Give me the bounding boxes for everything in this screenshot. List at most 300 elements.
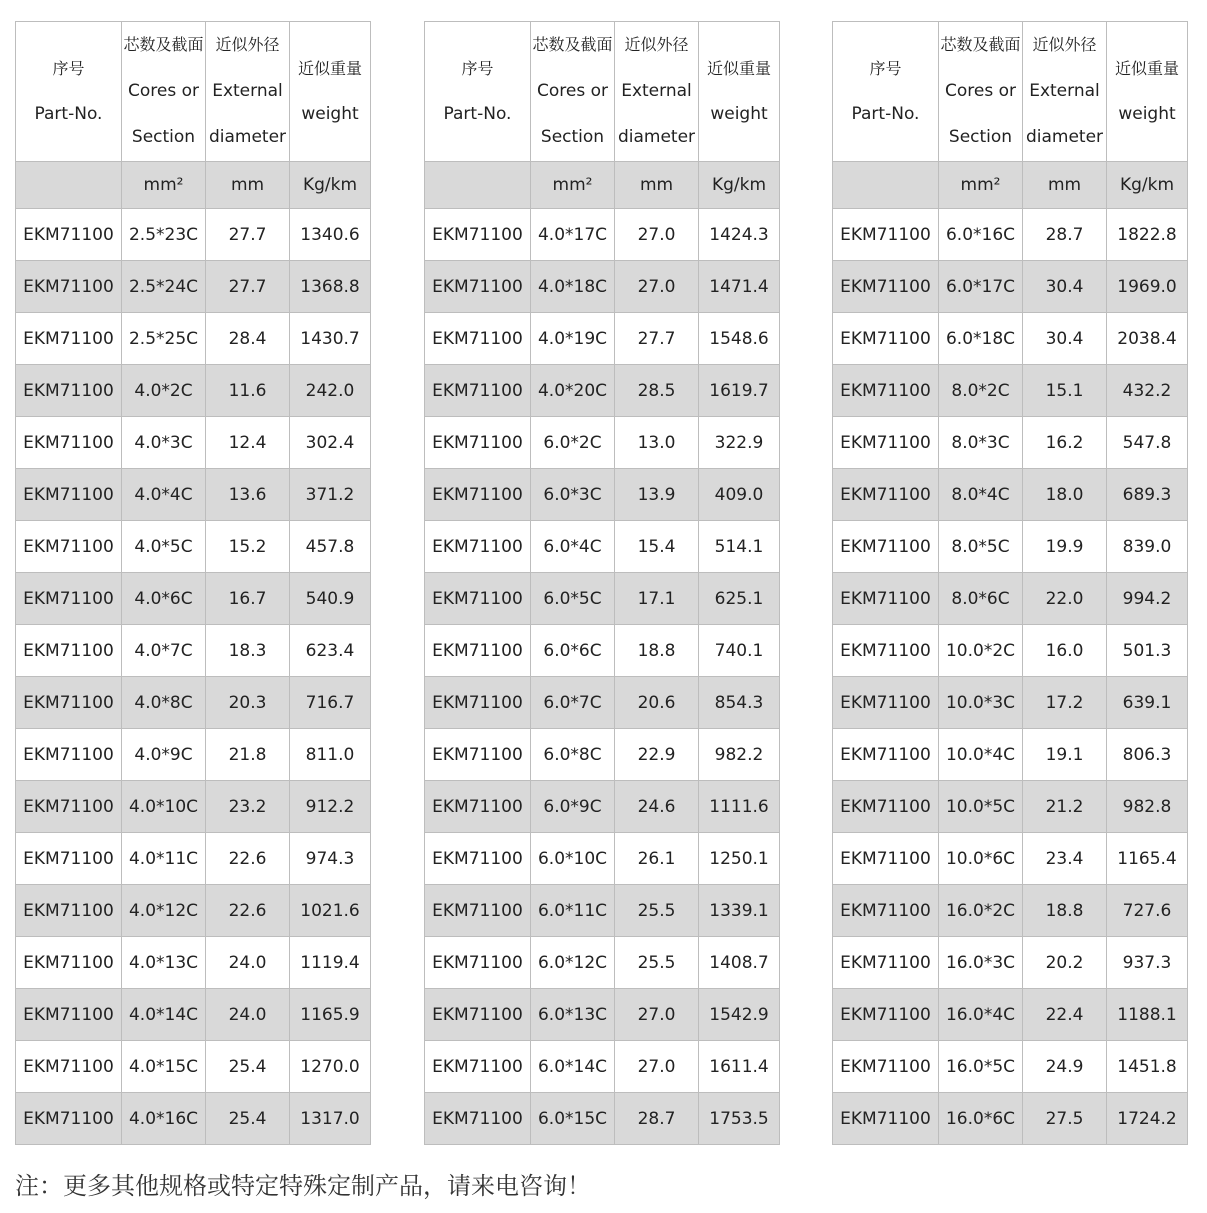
cell-diameter: 30.4 (1023, 313, 1107, 365)
header-part-no-cn: 序号 (52, 58, 85, 78)
cell-weight: 1724.2 (1107, 1093, 1188, 1145)
cell-cores-section: 10.0*3C (939, 677, 1023, 729)
cell-part-no: EKM71100 (425, 469, 531, 521)
table-row (425, 625, 780, 677)
table-row (833, 365, 1188, 417)
table-row (16, 833, 371, 885)
cell-diameter: 30.4 (1023, 261, 1107, 313)
cell-weight: 547.8 (1107, 417, 1188, 469)
header-part-no (425, 22, 531, 162)
cell-part-no: EKM71100 (16, 625, 122, 677)
cell-diameter: 22.9 (615, 729, 699, 781)
cell-part-no: EKM71100 (425, 625, 531, 677)
cell-cores-section: 4.0*10C (122, 781, 206, 833)
cell-cores-section: 6.0*2C (531, 417, 615, 469)
cell-part-no: EKM71100 (425, 781, 531, 833)
cell-part-no: EKM71100 (425, 573, 531, 625)
cell-cores-section: 6.0*18C (939, 313, 1023, 365)
cell-diameter: 28.4 (206, 313, 290, 365)
table-row (833, 313, 1188, 365)
cell-cores-section: 6.0*9C (531, 781, 615, 833)
cell-weight: 982.2 (699, 729, 780, 781)
cell-diameter: 27.0 (615, 261, 699, 313)
cell-part-no: EKM71100 (833, 729, 939, 781)
cell-part-no: EKM71100 (16, 209, 122, 261)
cell-cores-section: 2.5*23C (122, 209, 206, 261)
table-row (425, 729, 780, 781)
table-row (833, 469, 1188, 521)
cell-cores-section: 6.0*15C (531, 1093, 615, 1145)
cell-weight: 1822.8 (1107, 209, 1188, 261)
cell-weight: 854.3 (699, 677, 780, 729)
cell-diameter: 27.5 (1023, 1093, 1107, 1145)
header-weight-cn: 近似重量 (706, 58, 771, 78)
cell-diameter: 23.4 (1023, 833, 1107, 885)
cell-diameter: 24.6 (615, 781, 699, 833)
table-row (425, 469, 780, 521)
table-row (425, 573, 780, 625)
cell-weight: 1611.4 (699, 1041, 780, 1093)
cell-weight: 1969.0 (1107, 261, 1188, 313)
cell-cores-section: 4.0*12C (122, 885, 206, 937)
header-external-diameter-en-2: diameter (617, 127, 696, 148)
cell-diameter: 19.1 (1023, 729, 1107, 781)
header-weight-en: weight (301, 104, 359, 124)
cell-part-no: EKM71100 (425, 833, 531, 885)
table-row (833, 937, 1188, 989)
cell-cores-section: 16.0*3C (939, 937, 1023, 989)
cell-part-no: EKM71100 (16, 1093, 122, 1145)
cell-cores-section: 6.0*13C (531, 989, 615, 1041)
cell-weight: 409.0 (699, 469, 780, 521)
cell-part-no: EKM71100 (425, 729, 531, 781)
cell-diameter: 27.7 (206, 209, 290, 261)
cell-weight: 625.1 (699, 573, 780, 625)
cell-weight: 937.3 (1107, 937, 1188, 989)
cell-part-no: EKM71100 (16, 989, 122, 1041)
cell-cores-section: 16.0*4C (939, 989, 1023, 1041)
header-part-no (16, 22, 122, 162)
table-row (16, 313, 371, 365)
cell-diameter: 18.3 (206, 625, 290, 677)
header-part-no-cn: 序号 (461, 58, 494, 78)
unit-col3: mm (206, 162, 290, 209)
cell-part-no: EKM71100 (833, 417, 939, 469)
header-cores-section-en-1: Cores or (537, 80, 608, 101)
cell-cores-section: 6.0*10C (531, 833, 615, 885)
table-row (425, 885, 780, 937)
cell-weight: 1542.9 (699, 989, 780, 1041)
cell-part-no: EKM71100 (16, 677, 122, 729)
cell-part-no: EKM71100 (16, 365, 122, 417)
cell-weight: 1339.1 (699, 885, 780, 937)
header-row (425, 22, 780, 162)
cell-diameter: 22.6 (206, 885, 290, 937)
table-row (16, 417, 371, 469)
table-row (16, 573, 371, 625)
header-external-diameter-cn: 近似外径 (215, 35, 280, 55)
header-external-diameter-en-1: External (1029, 80, 1100, 101)
cell-part-no: EKM71100 (425, 677, 531, 729)
cell-weight: 501.3 (1107, 625, 1188, 677)
header-part-no (833, 22, 939, 162)
table-row (425, 365, 780, 417)
header-cores-section-cn: 芯数及截面 (940, 35, 1021, 55)
cell-part-no: EKM71100 (425, 261, 531, 313)
cell-part-no: EKM71100 (16, 781, 122, 833)
cell-diameter: 25.4 (206, 1041, 290, 1093)
table-row (16, 677, 371, 729)
unit-row (425, 162, 780, 209)
cell-diameter: 25.5 (615, 937, 699, 989)
table-row (16, 365, 371, 417)
header-external-diameter-cn: 近似外径 (624, 35, 689, 55)
cell-weight: 974.3 (290, 833, 371, 885)
cell-diameter: 24.0 (206, 989, 290, 1041)
cell-part-no: EKM71100 (16, 417, 122, 469)
header-weight-cn: 近似重量 (297, 58, 362, 78)
cell-cores-section: 4.0*19C (531, 313, 615, 365)
table-row (833, 885, 1188, 937)
header-weight (699, 22, 780, 162)
cell-weight: 623.4 (290, 625, 371, 677)
cell-part-no: EKM71100 (16, 573, 122, 625)
cell-part-no: EKM71100 (16, 1041, 122, 1093)
table-row (16, 1041, 371, 1093)
unit-empty (16, 162, 122, 209)
header-part-no-cn: 序号 (869, 58, 902, 78)
cell-diameter: 19.9 (1023, 521, 1107, 573)
table-row (833, 781, 1188, 833)
cell-cores-section: 6.0*12C (531, 937, 615, 989)
header-weight-en: weight (710, 104, 768, 124)
unit-col4: Kg/km (1107, 162, 1188, 209)
cell-part-no: EKM71100 (425, 1093, 531, 1145)
cell-weight: 514.1 (699, 521, 780, 573)
cell-weight: 1021.6 (290, 885, 371, 937)
cell-weight: 811.0 (290, 729, 371, 781)
header-external-diameter-cn: 近似外径 (1032, 35, 1097, 55)
table-row (425, 833, 780, 885)
table-row (425, 209, 780, 261)
cell-diameter: 18.8 (1023, 885, 1107, 937)
cell-cores-section: 8.0*6C (939, 573, 1023, 625)
table-row (833, 1041, 1188, 1093)
cell-weight: 1619.7 (699, 365, 780, 417)
cell-part-no: EKM71100 (833, 833, 939, 885)
cell-weight: 302.4 (290, 417, 371, 469)
table-row (16, 625, 371, 677)
table-row (425, 313, 780, 365)
table-row (16, 469, 371, 521)
cell-cores-section: 4.0*3C (122, 417, 206, 469)
cell-part-no: EKM71100 (16, 521, 122, 573)
cell-weight: 1753.5 (699, 1093, 780, 1145)
cell-weight: 740.1 (699, 625, 780, 677)
header-cores-section (939, 22, 1023, 162)
cell-weight: 1368.8 (290, 261, 371, 313)
cell-diameter: 13.6 (206, 469, 290, 521)
cell-cores-section: 4.0*20C (531, 365, 615, 417)
table-row (425, 937, 780, 989)
cell-weight: 1340.6 (290, 209, 371, 261)
cell-diameter: 27.0 (615, 209, 699, 261)
cell-cores-section: 4.0*6C (122, 573, 206, 625)
cell-diameter: 22.0 (1023, 573, 1107, 625)
cell-diameter: 15.4 (615, 521, 699, 573)
cell-part-no: EKM71100 (833, 625, 939, 677)
cell-diameter: 21.8 (206, 729, 290, 781)
cell-cores-section: 6.0*5C (531, 573, 615, 625)
header-cores-section-en-1: Cores or (945, 80, 1016, 101)
cell-part-no: EKM71100 (425, 989, 531, 1041)
cell-weight: 727.6 (1107, 885, 1188, 937)
cell-part-no: EKM71100 (833, 1041, 939, 1093)
cell-part-no: EKM71100 (833, 573, 939, 625)
table-row (425, 521, 780, 573)
cell-weight: 806.3 (1107, 729, 1188, 781)
cell-part-no: EKM71100 (833, 261, 939, 313)
cell-part-no: EKM71100 (16, 469, 122, 521)
cell-diameter: 16.7 (206, 573, 290, 625)
table-row (425, 261, 780, 313)
unit-col3: mm (1023, 162, 1107, 209)
cell-cores-section: 8.0*5C (939, 521, 1023, 573)
cell-weight: 540.9 (290, 573, 371, 625)
cell-diameter: 27.0 (615, 989, 699, 1041)
cell-part-no: EKM71100 (833, 781, 939, 833)
cell-weight: 839.0 (1107, 521, 1188, 573)
cell-cores-section: 6.0*4C (531, 521, 615, 573)
cell-cores-section: 6.0*6C (531, 625, 615, 677)
header-cores-section-cn: 芯数及截面 (532, 35, 613, 55)
cell-cores-section: 10.0*4C (939, 729, 1023, 781)
cell-diameter: 28.5 (615, 365, 699, 417)
cell-diameter: 24.0 (206, 937, 290, 989)
cell-part-no: EKM71100 (833, 989, 939, 1041)
header-cores-section-en-2: Section (948, 127, 1013, 148)
table-row (833, 521, 1188, 573)
cell-part-no: EKM71100 (16, 937, 122, 989)
cell-cores-section: 4.0*17C (531, 209, 615, 261)
cell-weight: 1548.6 (699, 313, 780, 365)
cell-part-no: EKM71100 (16, 885, 122, 937)
cell-diameter: 11.6 (206, 365, 290, 417)
header-external-diameter-en-1: External (621, 80, 692, 101)
cell-weight: 1188.1 (1107, 989, 1188, 1041)
cell-weight: 242.0 (290, 365, 371, 417)
cell-diameter: 16.0 (1023, 625, 1107, 677)
cell-cores-section: 10.0*6C (939, 833, 1023, 885)
cell-diameter: 28.7 (615, 1093, 699, 1145)
cell-cores-section: 6.0*11C (531, 885, 615, 937)
cell-cores-section: 6.0*3C (531, 469, 615, 521)
cell-part-no: EKM71100 (425, 521, 531, 573)
table-row (16, 1093, 371, 1145)
cell-weight: 1165.9 (290, 989, 371, 1041)
cell-part-no: EKM71100 (425, 313, 531, 365)
cell-cores-section: 4.0*15C (122, 1041, 206, 1093)
cell-part-no: EKM71100 (833, 313, 939, 365)
header-row (833, 22, 1188, 162)
table-row (833, 1093, 1188, 1145)
cell-cores-section: 6.0*14C (531, 1041, 615, 1093)
table-row (833, 989, 1188, 1041)
cell-diameter: 25.4 (206, 1093, 290, 1145)
cell-diameter: 22.4 (1023, 989, 1107, 1041)
cell-cores-section: 4.0*11C (122, 833, 206, 885)
cell-weight: 1451.8 (1107, 1041, 1188, 1093)
header-external-diameter (206, 22, 290, 162)
cell-weight: 1430.7 (290, 313, 371, 365)
cell-diameter: 28.7 (1023, 209, 1107, 261)
cell-part-no: EKM71100 (425, 365, 531, 417)
cell-part-no: EKM71100 (425, 209, 531, 261)
cell-weight: 1119.4 (290, 937, 371, 989)
cell-part-no: EKM71100 (833, 885, 939, 937)
cell-weight: 432.2 (1107, 365, 1188, 417)
cell-weight: 371.2 (290, 469, 371, 521)
cell-part-no: EKM71100 (833, 521, 939, 573)
cell-diameter: 20.2 (1023, 937, 1107, 989)
cell-diameter: 25.5 (615, 885, 699, 937)
cell-part-no: EKM71100 (425, 885, 531, 937)
cell-diameter: 17.2 (1023, 677, 1107, 729)
header-cores-section (531, 22, 615, 162)
cell-part-no: EKM71100 (833, 469, 939, 521)
cell-diameter: 21.2 (1023, 781, 1107, 833)
cell-part-no: EKM71100 (425, 937, 531, 989)
table-row (16, 937, 371, 989)
unit-col3: mm (615, 162, 699, 209)
table-row (833, 261, 1188, 313)
cell-weight: 1165.4 (1107, 833, 1188, 885)
header-weight-cn: 近似重量 (1114, 58, 1179, 78)
cell-diameter: 27.0 (615, 1041, 699, 1093)
cell-cores-section: 4.0*9C (122, 729, 206, 781)
cell-cores-section: 4.0*4C (122, 469, 206, 521)
header-part-no-en: Part-No. (851, 104, 920, 124)
cell-part-no: EKM71100 (833, 365, 939, 417)
cell-weight: 1111.6 (699, 781, 780, 833)
cell-weight: 1270.0 (290, 1041, 371, 1093)
cell-weight: 689.3 (1107, 469, 1188, 521)
cell-diameter: 26.1 (615, 833, 699, 885)
cell-part-no: EKM71100 (16, 729, 122, 781)
cell-diameter: 17.1 (615, 573, 699, 625)
table-row (425, 1093, 780, 1145)
cell-cores-section: 6.0*16C (939, 209, 1023, 261)
cell-cores-section: 6.0*17C (939, 261, 1023, 313)
cell-diameter: 15.1 (1023, 365, 1107, 417)
header-weight-en: weight (1118, 104, 1176, 124)
cell-weight: 912.2 (290, 781, 371, 833)
table-row (16, 209, 371, 261)
table-row (16, 989, 371, 1041)
header-weight (1107, 22, 1188, 162)
table-row (833, 573, 1188, 625)
cell-cores-section: 16.0*5C (939, 1041, 1023, 1093)
table-row (833, 833, 1188, 885)
table-row (833, 417, 1188, 469)
cell-diameter: 16.2 (1023, 417, 1107, 469)
cell-part-no: EKM71100 (833, 209, 939, 261)
cell-cores-section: 8.0*4C (939, 469, 1023, 521)
header-external-diameter (615, 22, 699, 162)
table-row (425, 677, 780, 729)
spec-table-1 (15, 21, 371, 1145)
cell-diameter: 12.4 (206, 417, 290, 469)
cell-cores-section: 8.0*2C (939, 365, 1023, 417)
unit-empty (833, 162, 939, 209)
cell-diameter: 27.7 (206, 261, 290, 313)
table-row (425, 1041, 780, 1093)
header-external-diameter-en-1: External (212, 80, 283, 101)
table-row (425, 781, 780, 833)
cell-weight: 1408.7 (699, 937, 780, 989)
cell-diameter: 13.0 (615, 417, 699, 469)
header-cores-section (122, 22, 206, 162)
header-part-no-en: Part-No. (34, 104, 103, 124)
cell-diameter: 13.9 (615, 469, 699, 521)
cell-cores-section: 6.0*7C (531, 677, 615, 729)
table-row (833, 677, 1188, 729)
header-row (16, 22, 371, 162)
table-row (833, 729, 1188, 781)
unit-col2: mm² (531, 162, 615, 209)
header-cores-section-en-2: Section (131, 127, 196, 148)
cell-part-no: EKM71100 (833, 1093, 939, 1145)
cell-part-no: EKM71100 (425, 1041, 531, 1093)
cell-weight: 2038.4 (1107, 313, 1188, 365)
cell-diameter: 23.2 (206, 781, 290, 833)
cell-weight: 1250.1 (699, 833, 780, 885)
cell-cores-section: 2.5*24C (122, 261, 206, 313)
header-cores-section-cn: 芯数及截面 (123, 35, 204, 55)
cell-weight: 322.9 (699, 417, 780, 469)
cell-diameter: 20.3 (206, 677, 290, 729)
header-external-diameter-en-2: diameter (1025, 127, 1104, 148)
cell-cores-section: 4.0*18C (531, 261, 615, 313)
cell-diameter: 18.8 (615, 625, 699, 677)
cell-cores-section: 6.0*8C (531, 729, 615, 781)
table-row (16, 521, 371, 573)
unit-col4: Kg/km (699, 162, 780, 209)
spec-table-3 (832, 21, 1188, 1145)
cell-part-no: EKM71100 (833, 677, 939, 729)
table-row (833, 209, 1188, 261)
cell-cores-section: 2.5*25C (122, 313, 206, 365)
header-external-diameter-en-2: diameter (208, 127, 287, 148)
unit-col4: Kg/km (290, 162, 371, 209)
cell-cores-section: 4.0*16C (122, 1093, 206, 1145)
table-row (425, 989, 780, 1041)
unit-empty (425, 162, 531, 209)
header-cores-section-en-2: Section (540, 127, 605, 148)
cell-part-no: EKM71100 (425, 417, 531, 469)
table-row (16, 261, 371, 313)
table-row (833, 625, 1188, 677)
footer-note: 注：更多其他规格或特定特殊定制产品，请来电咨询！ (15, 1172, 591, 1200)
cell-cores-section: 4.0*8C (122, 677, 206, 729)
unit-col2: mm² (122, 162, 206, 209)
cell-weight: 1471.4 (699, 261, 780, 313)
unit-col2: mm² (939, 162, 1023, 209)
cell-diameter: 18.0 (1023, 469, 1107, 521)
cell-weight: 1424.3 (699, 209, 780, 261)
cell-cores-section: 16.0*6C (939, 1093, 1023, 1145)
table-row (16, 729, 371, 781)
